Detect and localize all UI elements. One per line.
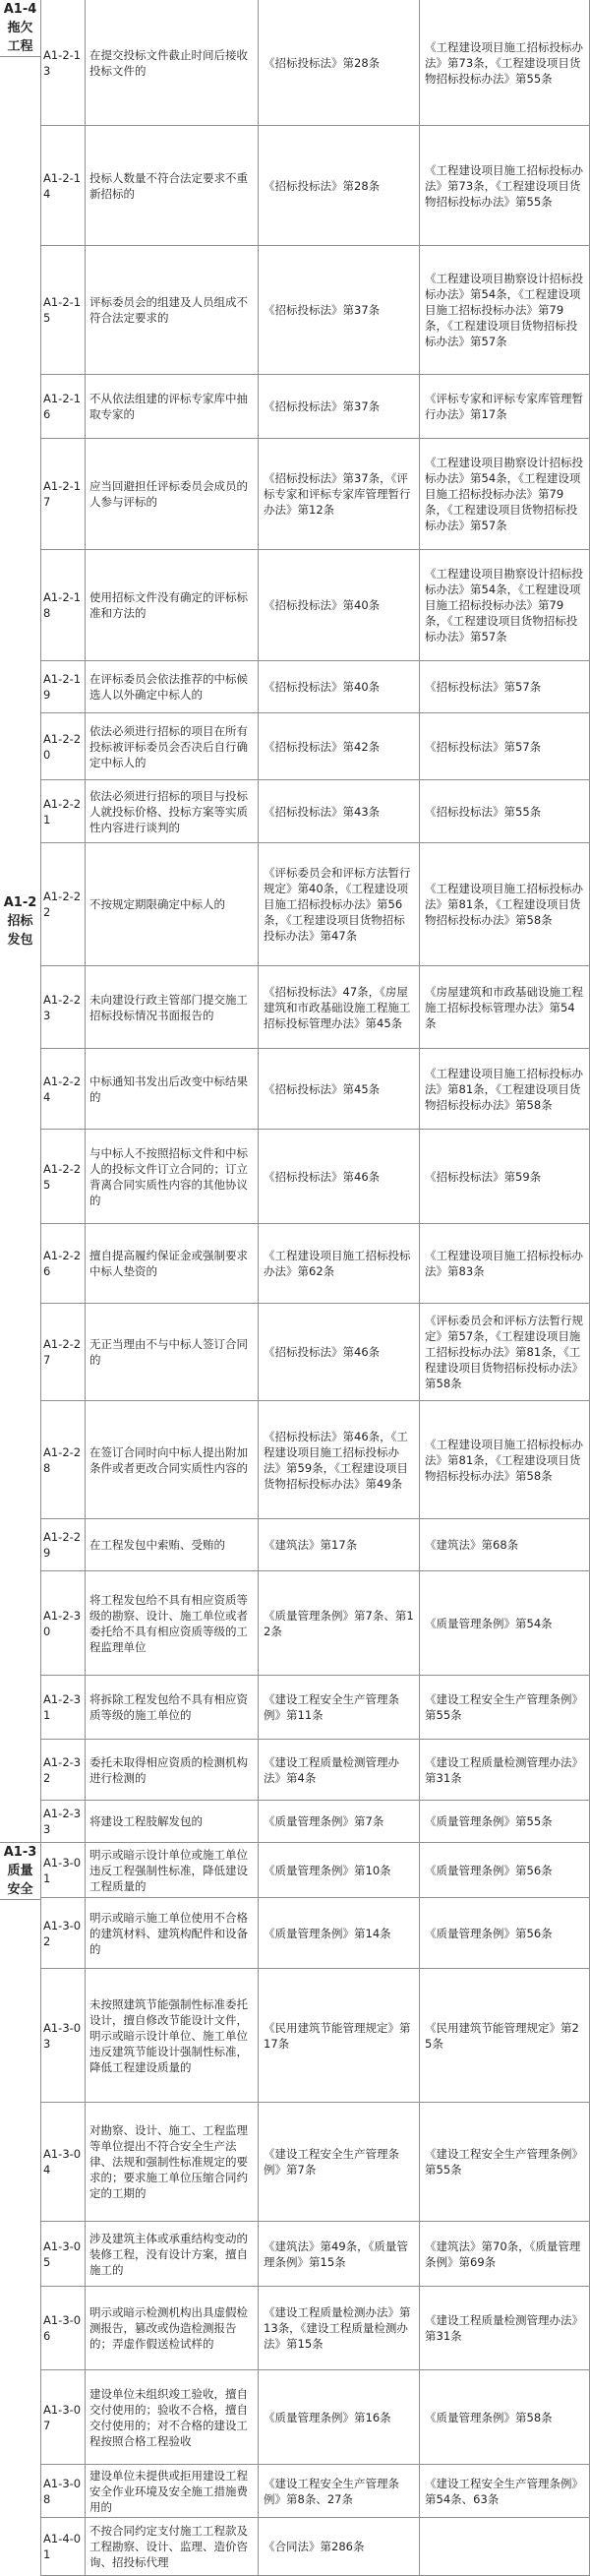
item-code [40, 1739, 86, 1801]
item-code [40, 2102, 86, 2222]
item-description [85, 1303, 259, 1401]
legal-basis-text: 《招标投标法》第46条 [264, 1345, 381, 1359]
penalty-basis-text: 《评标专家和评标专家库管理暂行办法》第17条 [425, 392, 583, 421]
legal-basis [258, 374, 420, 439]
item-code [40, 2517, 86, 2576]
item-code [40, 2464, 86, 2518]
legal-basis-text: 《招标投标法》第37条，《评标专家和评标专家库管理暂行办法》第12条 [264, 471, 411, 517]
penalty-basis-text: 《招标投标法》第59条 [425, 1169, 542, 1184]
legal-basis [258, 965, 420, 1049]
item-description-text: 涉及建筑主体或承重结构变动的装修工程，没有设计方案，擅自施工的 [89, 2231, 248, 2277]
item-description [85, 1048, 259, 1130]
item-code [40, 660, 86, 713]
penalty-basis [419, 660, 590, 713]
item-code [40, 374, 86, 439]
item-description-text: 擅自提高履约保证金或强制要求中标人垫资的 [89, 1249, 248, 1278]
item-code-text: A1-3-01 [43, 1855, 82, 1885]
penalty-basis [419, 1303, 590, 1401]
penalty-basis [419, 2102, 590, 2222]
penalty-basis-text: 《工程建设项目施工招标投标办法》第81条，《工程建设项目货物招标投标办法》第58条 [425, 1066, 583, 1112]
legal-basis-text: 《评标委员会和评标方法暂行规定》第40条，《工程建设项目施工招标投标办法》第56条，《工程建设项目货物招标投标办法》第47条 [264, 866, 411, 943]
item-description [85, 2286, 259, 2370]
item-description [85, 1800, 259, 1843]
item-code [40, 1048, 86, 1130]
penalty-basis-text: 《建设工程安全生产管理条例》第55条 [425, 2147, 583, 2177]
category-label: A1-2 招标 发包 [3, 894, 37, 948]
penalty-basis-text: 《工程建设项目施工招标投标办法》第81条，《工程建设项目货物招标投标办法》第58条 [425, 882, 583, 927]
item-description [85, 965, 259, 1049]
item-description-text: 未按照建筑节能强制性标准委托设计，擅自修改节能设计文件，明示或暗示设计单位、施工单位违反建筑节能设计强制性标准，降低工程建设质量的 [89, 1996, 248, 2074]
penalty-basis [419, 965, 590, 1049]
legal-basis-text: 《工程建设项目施工招标投标办法》第62条 [264, 1249, 411, 1278]
item-description-text: 对勘察、设计、施工、工程监理等单位提出不符合安全生产法律、法规和强制性标准规定的要求的；要求施工单位压缩合同约定的工期的 [89, 2123, 248, 2200]
legal-basis [258, 125, 420, 246]
item-code [40, 1518, 86, 1571]
category-cell [0, 0, 41, 57]
legal-basis [258, 2286, 420, 2370]
item-description-text: 在签订合同时向中标人提出附加条件或者更改合同实质性内容的 [89, 1444, 248, 1475]
legal-basis-text: 《质量管理条例》第14条 [264, 1926, 391, 1940]
item-description [85, 1897, 259, 1969]
item-code-text: A1-2-31 [43, 1692, 82, 1722]
item-code-text: A1-3-04 [43, 2147, 82, 2177]
penalty-basis-text: 《工程建设项目施工招标投标办法》第81条，《工程建设项目货物招标投标办法》第58条 [425, 1437, 583, 1483]
item-code [40, 1303, 86, 1401]
legal-basis-text: 《招标投标法》第28条 [264, 55, 381, 70]
item-description-text: 在评标委员会依法推荐的中标候选人以外确定中标人的 [89, 672, 248, 702]
item-description-text: 明示或暗示检测机构出具虚假检测报告，篡改或伪造检测报告的；弄虚作假送检试样的 [89, 2305, 248, 2351]
penalty-basis-text: 《质量管理条例》第55条 [425, 1814, 553, 1828]
legal-basis-text: 《建设工程安全生产管理条例》第7条 [264, 2147, 399, 2177]
legal-basis-text: 《招标投标法》第37条 [264, 399, 381, 413]
item-description-text: 未向建设行政主管部门提交施工招标投标情况书面报告的 [89, 992, 248, 1022]
item-code-text: A1-2-23 [43, 992, 82, 1022]
penalty-basis-text: 《招标投标法》第57条 [425, 680, 542, 694]
penalty-basis [419, 1223, 590, 1304]
penalty-basis [419, 549, 590, 661]
item-description-text: 明示或暗示设计单位或施工单位违反工程强制性标准，降低建设工程质量的 [89, 1847, 248, 1893]
penalty-basis [419, 2286, 590, 2370]
penalty-basis [419, 245, 590, 375]
legal-basis [258, 1739, 420, 1801]
item-description [85, 549, 259, 661]
penalty-basis [419, 1570, 590, 1676]
item-code-text: A1-2-27 [43, 1337, 82, 1367]
item-code [40, 779, 86, 843]
item-description [85, 1400, 259, 1519]
legal-basis [258, 2464, 420, 2518]
item-code [40, 2221, 86, 2287]
legal-basis [258, 1518, 420, 1571]
legal-basis-text: 《建设工程质量检测管理办法》第4条 [264, 1754, 399, 1785]
penalty-basis [419, 374, 590, 439]
legal-basis-text: 《招标投标法》第40条 [264, 680, 381, 694]
penalty-basis [419, 1800, 590, 1843]
category-label: A1-3 质量 安全 [3, 1845, 37, 1897]
penalty-basis-text: 《工程建设项目施工招标投标办法》第73条，《工程建设项目货物招标投标办法》第55条 [425, 39, 583, 86]
item-code [40, 1968, 86, 2103]
legal-basis-text: 《民用建筑节能管理规定》第17条 [264, 2020, 411, 2051]
legal-basis [258, 1570, 420, 1676]
item-code [40, 438, 86, 550]
item-code-text: A1-2-22 [43, 889, 82, 919]
legal-basis [258, 1223, 420, 1304]
legal-basis [258, 660, 420, 713]
item-code-text: A1-2-13 [43, 47, 82, 78]
penalty-basis-text: 《建设工程安全生产管理条例》第54条、63条 [425, 2476, 583, 2506]
item-description-text: 依法必须进行招标的项目在所有投标被评标委员会否决后自行确定中标人的 [89, 723, 248, 769]
legal-basis [258, 1842, 420, 1898]
item-description [85, 1223, 259, 1304]
item-code-text: A1-2-14 [43, 170, 82, 201]
legal-basis-text: 《招标投标法》第37条 [264, 303, 381, 317]
legal-basis [258, 1968, 420, 2103]
penalty-basis-text: 《工程建设项目勘察设计招标投标办法》第54条，《工程建设项目施工招标投标办法》第79条，《工程建设项目货物招标投标办法》第57条 [425, 272, 583, 348]
legal-basis-text: 《招标投标法》第46条 [264, 1169, 381, 1184]
legal-basis-text: 《招标投标法》47条，《房屋建筑和市政基础设施工程施工招标投标管理办法》第45条 [264, 984, 411, 1030]
item-code-text: A1-3-05 [43, 2239, 82, 2269]
penalty-basis [419, 0, 590, 126]
item-description [85, 2102, 259, 2222]
item-description-text: 将工程发包给不具有相应资质等级的勘察、设计、施工单位或者委托给不具有相应资质等级的工程监理单位 [89, 1592, 248, 1654]
legal-basis [258, 1303, 420, 1401]
penalty-basis-text: 《招标投标法》第57条 [425, 739, 542, 754]
item-description-text: 委托未取得相应资质的检测机构进行检测的 [89, 1754, 248, 1785]
item-code-text: A1-2-29 [43, 1530, 82, 1560]
item-code-text: A1-2-19 [43, 672, 82, 702]
category-label: A1-4 拖欠 工程 [3, 2, 37, 54]
item-code-text: A1-2-28 [43, 1444, 82, 1475]
legal-basis-text: 《建筑法》第49条，《质量管理条例》第15条 [264, 2239, 408, 2269]
legal-basis-text: 《招标投标法》第43条 [264, 804, 381, 819]
item-code-text: A1-4-01 [43, 2532, 82, 2561]
item-code-text: A1-2-32 [43, 1754, 82, 1785]
item-description [85, 712, 259, 780]
penalty-basis [419, 1739, 590, 1801]
item-code-text: A1-2-33 [43, 1807, 82, 1836]
item-description-text: 依法必须进行招标的项目与投标人就投标价格、投标方案等实质性内容进行谈判的 [89, 788, 248, 834]
item-description-text: 应当回避担任评标委员会成员的人参与评标的 [89, 479, 248, 509]
item-code-text: A1-2-30 [43, 1608, 82, 1638]
penalty-basis-text: 《工程建设项目勘察设计招标投标办法》第54条，《工程建设项目施工招标投标办法》第79条，《工程建设项目货物招标投标办法》第57条 [425, 456, 583, 532]
penalty-basis [419, 1842, 590, 1898]
item-code [40, 842, 86, 966]
legal-basis-text: 《质量管理条例》第16条 [264, 2410, 391, 2424]
legal-basis [258, 438, 420, 550]
penalty-basis-text: 《质量管理条例》第58条 [425, 2410, 553, 2424]
item-description-text: 在提交投标文件截止时间后接收投标文件的 [89, 47, 248, 78]
legal-basis [258, 1897, 420, 1969]
penalty-basis-text: 《建设工程安全生产管理条例》第55条 [425, 1692, 583, 1722]
item-description-text: 建设单位未提供或拒用建设工程安全作业环境及安全施工措施费用的 [89, 2468, 248, 2514]
penalty-basis-text: 《建筑法》第68条 [425, 1538, 519, 1552]
item-description [85, 1570, 259, 1676]
item-description [85, 374, 259, 439]
item-code [40, 1842, 86, 1898]
item-code [40, 1129, 86, 1224]
item-description-text: 与中标人不按照招标文件和中标人的投标文件订立合同的；订立背离合同实质性内容的其他协议的 [89, 1145, 248, 1207]
item-description [85, 2517, 259, 2576]
item-code-text: A1-2-25 [43, 1161, 82, 1192]
penalty-basis [419, 2517, 590, 2576]
item-description [85, 1842, 259, 1898]
item-description-text: 评标委员会的组建及人员组成不符合法定要求的 [89, 295, 248, 325]
item-description-text: 无正当理由不与中标人签订合同的 [89, 1337, 248, 1367]
legal-basis-text: 《建设工程安全生产管理条例》第8条、27条 [264, 2476, 399, 2506]
category-cell [0, 0, 41, 1843]
legal-basis [258, 1800, 420, 1843]
penalty-basis-text: 《建设工程质量检测管理办法》第31条 [425, 1754, 583, 1785]
item-description-text: 不按规定期限确定中标人的 [89, 897, 225, 911]
item-description [85, 125, 259, 246]
penalty-basis-text: 《建筑法》第70条，《质量管理条例》第69条 [425, 2239, 581, 2269]
item-description-text: 在工程发包中索贿、受贿的 [89, 1538, 225, 1552]
penalty-basis [419, 1129, 590, 1224]
item-description [85, 438, 259, 550]
legal-basis-text: 《质量管理条例》第7条、第12条 [264, 1608, 414, 1638]
legal-basis [258, 2221, 420, 2287]
item-description [85, 1739, 259, 1801]
item-code-text: A1-3-07 [43, 2402, 82, 2432]
item-code-text: A1-2-26 [43, 1249, 82, 1278]
penalty-basis-text: 《工程建设项目勘察设计招标投标办法》第54条，《工程建设项目施工招标投标办法》第79条，《工程建设项目货物招标投标办法》第57条 [425, 567, 583, 644]
penalty-basis-text: 《建设工程质量检测管理办法》第31条 [425, 2313, 583, 2343]
legal-basis-text: 《招标投标法》第28条 [264, 178, 381, 193]
item-code [40, 2286, 86, 2370]
penalty-basis [419, 2464, 590, 2518]
penalty-basis-text: 《招标投标法》第55条 [425, 804, 542, 819]
item-code [40, 125, 86, 246]
penalty-basis-text: 《工程建设项目施工招标投标办法》第73条，《工程建设项目货物招标投标办法》第55条 [425, 162, 583, 209]
item-description-text: 建设单位未组织竣工验收，擅自交付使用的；验收不合格，擅自交付使用的；对不合格的建设工程按照合格工程验收 [89, 2386, 248, 2448]
item-description [85, 2464, 259, 2518]
penalty-basis-text: 《工程建设项目施工招标投标办法》第83条 [425, 1249, 583, 1278]
item-code-text: A1-2-17 [43, 479, 82, 509]
item-description [85, 660, 259, 713]
legal-basis-text: 《建设工程质量检测办法》第13条，《建设工程质量检测办法》第15条 [264, 2305, 411, 2351]
item-code [40, 245, 86, 375]
penalty-basis [419, 438, 590, 550]
penalty-basis-text: 《质量管理条例》第54条 [425, 1616, 553, 1630]
item-code-text: A1-3-03 [43, 2020, 82, 2051]
item-code-text: A1-2-21 [43, 796, 82, 827]
penalty-basis-text: 《房屋建筑和市政基础设施工程施工招标投标管理办法》第54条 [425, 984, 583, 1030]
item-description-text: 将拆除工程发包给不具有相应资质等级的施工单位的 [89, 1692, 248, 1722]
item-code [40, 0, 86, 126]
penalty-basis [419, 2369, 590, 2465]
penalty-basis [419, 1897, 590, 1969]
legal-basis-text: 《质量管理条例》第10条 [264, 1863, 391, 1877]
penalty-basis [419, 125, 590, 246]
legal-basis [258, 245, 420, 375]
item-code [40, 1570, 86, 1676]
legal-basis [258, 2102, 420, 2222]
item-code-text: A1-3-02 [43, 1918, 82, 1948]
item-description [85, 779, 259, 843]
item-description [85, 1675, 259, 1740]
legal-basis [258, 2369, 420, 2465]
penalty-basis-text: 《民用建筑节能管理规定》第25条 [425, 2020, 579, 2051]
item-code [40, 1897, 86, 1969]
item-code [40, 1223, 86, 1304]
item-description-text: 明示或暗示施工单位使用不合格的建筑材料、建筑构配件和设备的 [89, 1910, 248, 1956]
legal-basis-text: 《招标投标法》第42条 [264, 739, 381, 754]
legal-basis-text: 《质量管理条例》第7条 [264, 1814, 384, 1828]
legal-basis [258, 1400, 420, 1519]
item-description [85, 842, 259, 966]
penalty-basis [419, 1048, 590, 1130]
item-code-text: A1-2-15 [43, 295, 82, 325]
legal-basis-text: 《招标投标法》第45条 [264, 1081, 381, 1096]
legal-basis-text: 《招标投标法》第40条 [264, 598, 381, 612]
category-cell [0, 1842, 41, 1900]
item-code [40, 712, 86, 780]
item-code [40, 2369, 86, 2465]
legal-basis-text: 《合同法》第286条 [264, 2540, 365, 2553]
item-code-text: A1-2-20 [43, 731, 82, 762]
penalty-basis [419, 1400, 590, 1519]
legal-basis [258, 1129, 420, 1224]
item-description-text: 将建设工程肢解发包的 [89, 1814, 203, 1828]
item-description-text: 不按合同约定支付施工工程款及工程勘察、设计、监理、造价咨询、招投标代理 [89, 2524, 248, 2569]
penalty-basis-text: 《评标委员会和评标方法暂行规定》第57条，《工程建设项目施工招标投标办法》第81条，《工程建设项目货物招标投标办法》第58条 [425, 1314, 583, 1390]
legal-basis-text: 《招标投标法》第46条，《工程建设项目施工招标投标办法》第59条，《工程建设项目货物招标投标办法》第49条 [264, 1429, 408, 1491]
item-code-text: A1-3-08 [43, 2476, 82, 2506]
penalty-basis [419, 842, 590, 966]
item-code-text: A1-2-24 [43, 1073, 82, 1104]
item-description [85, 1968, 259, 2103]
penalty-basis-text: 《质量管理条例》第56条 [425, 1926, 553, 1940]
legal-basis-text: 《建设工程安全生产管理条例》第11条 [264, 1692, 399, 1722]
penalty-basis [419, 2221, 590, 2287]
item-description [85, 245, 259, 375]
legal-basis [258, 842, 420, 966]
penalty-basis-text: 《质量管理条例》第56条 [425, 1863, 553, 1877]
legal-basis [258, 2517, 420, 2576]
item-code [40, 1400, 86, 1519]
penalty-basis [419, 1968, 590, 2103]
item-code [40, 965, 86, 1049]
legal-basis [258, 1675, 420, 1740]
item-description [85, 2221, 259, 2287]
item-code [40, 549, 86, 661]
item-code-text: A1-3-06 [43, 2313, 82, 2343]
penalty-basis [419, 1518, 590, 1571]
penalty-basis [419, 1675, 590, 1740]
item-description [85, 0, 259, 126]
item-description [85, 1129, 259, 1224]
item-description [85, 2369, 259, 2465]
penalty-basis [419, 712, 590, 780]
item-description-text: 中标通知书发出后改变中标结果的 [89, 1073, 248, 1104]
legal-basis-text: 《建筑法》第17条 [264, 1538, 358, 1552]
item-description-text: 使用招标文件没有确定的评标标准和方法的 [89, 590, 248, 620]
item-description-text: 投标人数量不符合法定要求不重新招标的 [89, 170, 248, 201]
item-code-text: A1-2-18 [43, 590, 82, 620]
item-code-text: A1-2-16 [43, 392, 82, 421]
penalty-basis [419, 779, 590, 843]
item-code [40, 1800, 86, 1843]
item-code [40, 1675, 86, 1740]
legal-basis [258, 779, 420, 843]
legal-basis [258, 1048, 420, 1130]
item-description-text: 不从依法组建的评标专家库中抽取专家的 [89, 392, 248, 421]
item-description [85, 1518, 259, 1571]
legal-basis [258, 0, 420, 126]
legal-basis [258, 549, 420, 661]
legal-basis [258, 712, 420, 780]
